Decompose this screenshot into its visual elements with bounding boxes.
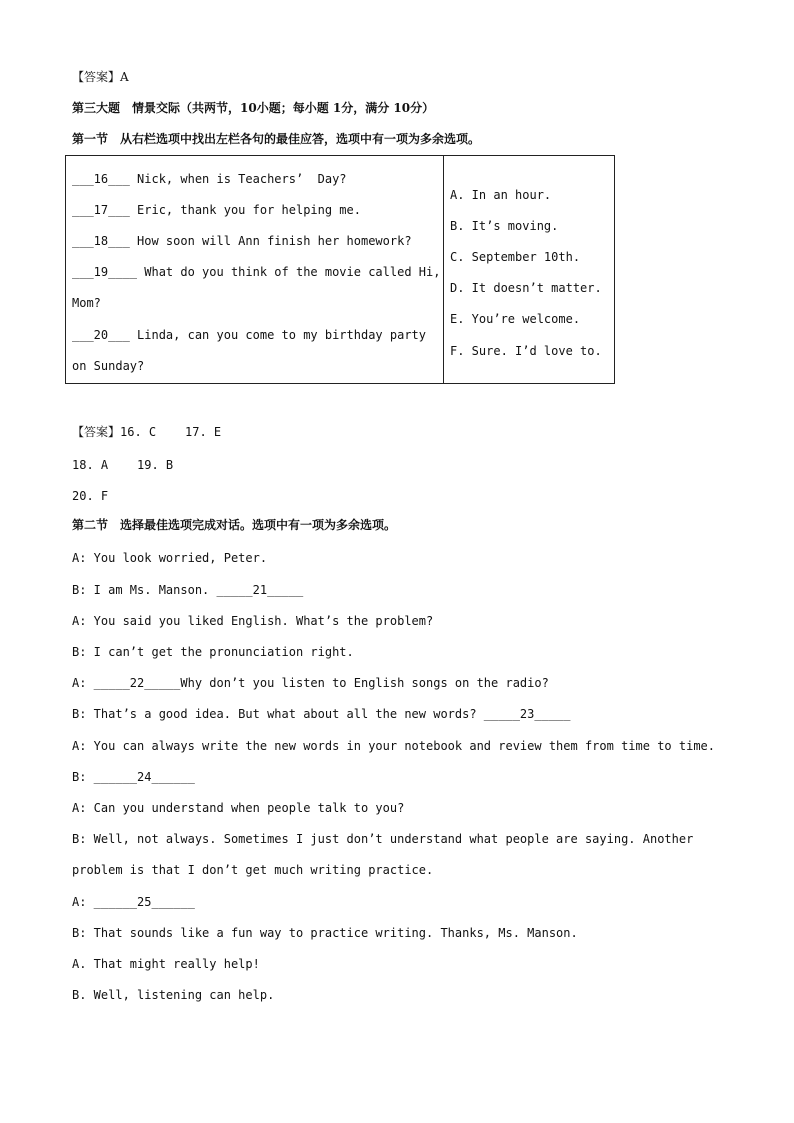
question-16: ___16___ Nick, when is Teachers’ Day? (72, 172, 347, 186)
option-b: B. It’s moving. (450, 219, 559, 233)
dialogue-option-b: B. Well, listening can help. (72, 988, 275, 1002)
question-18: ___18___ How soon will Ann finish her homework? (72, 234, 412, 248)
dialogue-option-a: A. That might really help! (72, 957, 260, 971)
dialogue-line: A: Can you understand when people talk to you? (72, 801, 405, 815)
answers-16-17: 【答案】16. C 17. E (72, 425, 222, 439)
option-f: F. Sure. I’d love to. (450, 344, 602, 358)
question-17: ___17___ Eric, thank you for helping me. (72, 203, 361, 217)
option-c: C. September 10th. (450, 250, 581, 264)
dialogue-line: B: That’s a good idea. But what about all the new words? _____23_____ (72, 707, 571, 721)
answers-18-19: 18. A 19. B (72, 458, 174, 472)
option-d: D. It doesn’t matter. (450, 281, 602, 295)
dialogue-line: B: I am Ms. Manson. _____21_____ (72, 583, 304, 597)
question-19-continued: Mom? (72, 296, 101, 310)
dialogue-line: B: Well, not always. Sometimes I just don’t understand what people are saying. Another (72, 832, 694, 846)
answers-20: 20. F (72, 489, 109, 503)
dialogue-line: A: You said you liked English. What’s the problem? (72, 614, 434, 628)
dialogue-line: B: That sounds like a fun way to practice writing. Thanks, Ms. Manson. (72, 926, 578, 940)
part-1-title: 第一节 从右栏选项中找出左栏各句的最佳应答，选项中有一项为多余选项。 (72, 132, 481, 146)
questions-column (66, 156, 444, 384)
option-e: E. You’re welcome. (450, 312, 581, 326)
option-a: A. In an hour. (450, 188, 552, 202)
part-2-title: 第二节 选择最佳选项完成对话。选项中有一项为多余选项。 (72, 518, 397, 532)
question-20-continued: on Sunday? (72, 359, 145, 373)
dialogue-line: A: You can always write the new words in your notebook and review them from time to time. (72, 739, 715, 753)
dialogue-line: problem is that I don’t get much writing practice. (72, 863, 434, 877)
dialogue-line: A: _____22_____Why don’t you listen to English songs on the radio? (72, 676, 549, 690)
section-3-title: 第三大题 情景交际（共两节，10小题；每小题 1分，满分 10分） (72, 101, 435, 115)
question-19: ___19____ What do you think of the movie called Hi, (72, 265, 441, 279)
dialogue-line: A: You look worried, Peter. (72, 551, 268, 565)
matching-table (65, 155, 615, 384)
question-20: ___20___ Linda, can you come to my birthday party (72, 328, 427, 342)
dialogue-line: B: ______24______ (72, 770, 195, 784)
dialogue-line: A: ______25______ (72, 895, 195, 909)
options-column (444, 156, 615, 384)
dialogue-line: B: I can’t get the pronunciation right. (72, 645, 354, 659)
previous-answer: 【答案】A (72, 70, 129, 84)
